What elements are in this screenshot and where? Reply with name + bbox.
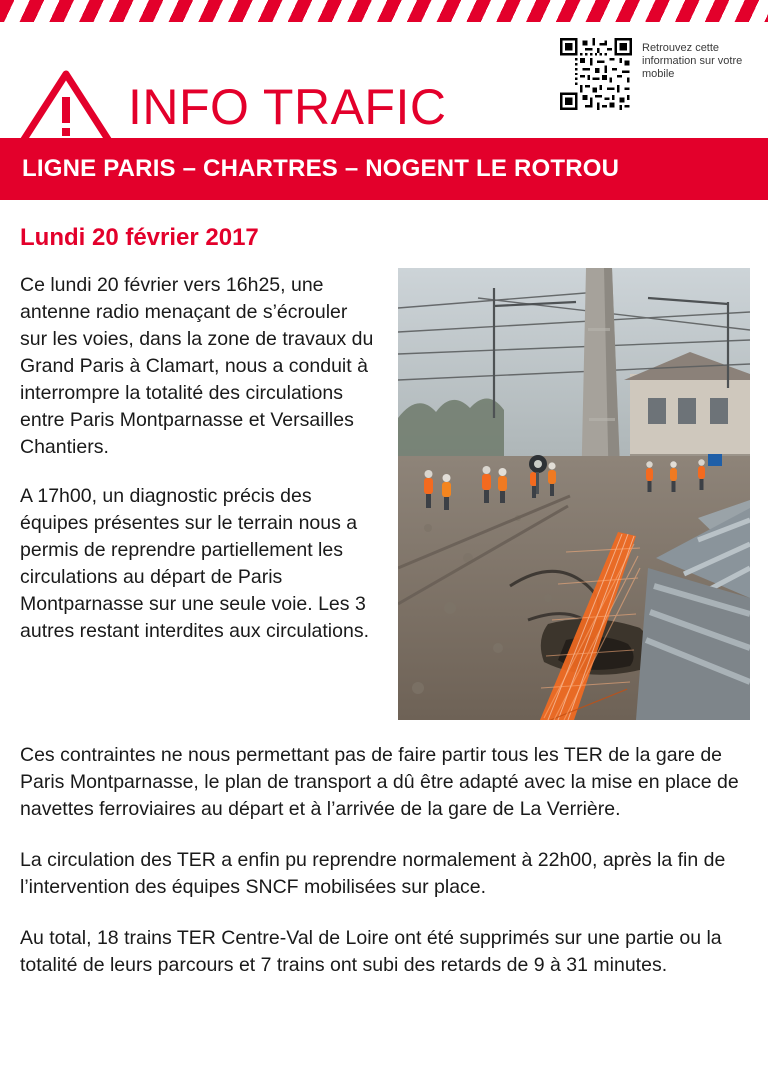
paragraph: Ce lundi 20 février vers 16h25, une antenne radio menaçant de s’écrouler sur les voies, dans la zone de travaux du Grand Paris à Clamart, nous a conduit à interrompre la totalité des circulations entre Paris Montparnasse et Versailles Chantiers. — [20, 274, 374, 458]
page-title: INFO TRAFIC — [128, 79, 447, 135]
railway-worksite-photo — [398, 268, 750, 720]
hazard-stripe — [0, 0, 768, 22]
date-heading: Lundi 20 février 2017 — [20, 224, 259, 251]
paragraph: Ces contraintes ne nous permettant pas de faire partir tous les TER de la gare de Paris Montparnasse, le plan de transport a dû être adapté avec la mise en place de navettes ferroviaires au départ et à l’arrivée de la gare de La Verrière. — [20, 744, 739, 820]
intro-text-column — [20, 272, 378, 667]
body-text — [20, 742, 750, 1003]
qr-block — [560, 38, 750, 118]
paragraph: A 17h00, un diagnostic précis des équipes présentes sur le terrain nous a permis de reprendre partiellement les circulations au départ de Paris Montparnasse sur une seule voie. Les 3 autres restant interdites aux circulations. — [20, 485, 370, 642]
line-banner — [0, 138, 768, 200]
document-header — [0, 30, 768, 135]
warning-triangle-icon — [18, 70, 114, 148]
qr-note-text: Retrouvez cette information sur votre mobile — [642, 42, 743, 80]
paragraph: La circulation des TER a enfin pu reprendre normalement à 22h00, après la fin de l’intervention des équipes SNCF mobilisées sur place. — [20, 849, 726, 898]
paragraph: Au total, 18 trains TER Centre-Val de Loire ont été supprimés sur une partie ou la totalité de leurs parcours et 7 trains ont subi des retards de 9 à 31 minutes. — [20, 927, 722, 976]
qr-code-icon[interactable] — [560, 38, 632, 110]
line-banner-text: LIGNE PARIS – CHARTRES – NOGENT LE ROTROU — [22, 155, 620, 182]
